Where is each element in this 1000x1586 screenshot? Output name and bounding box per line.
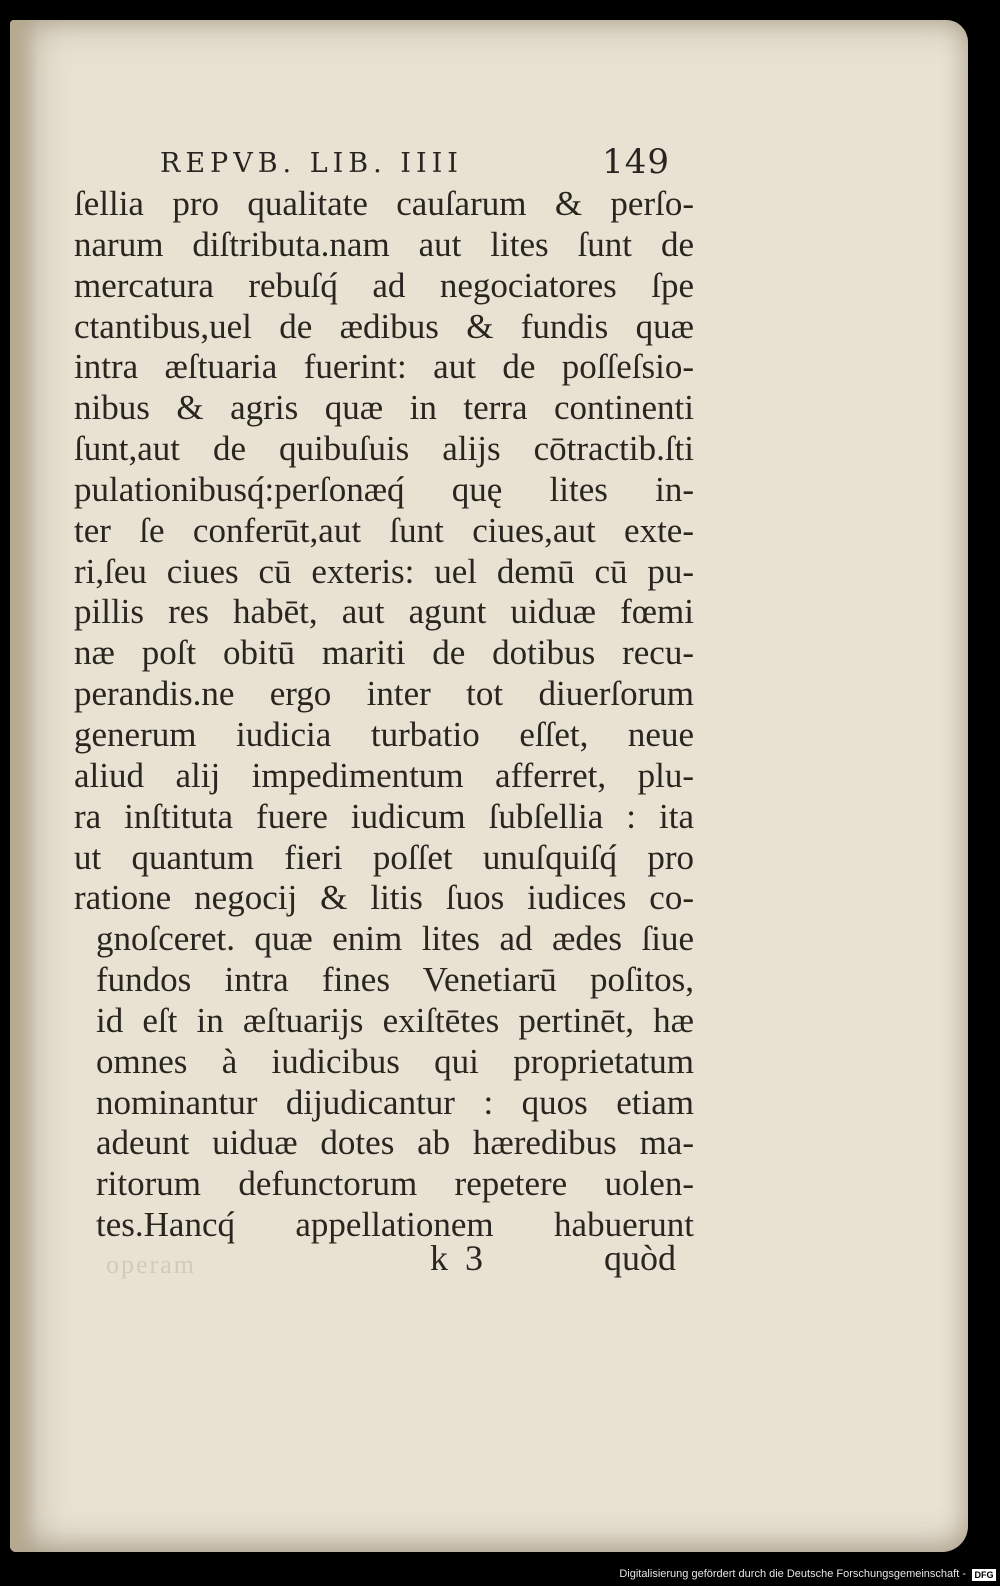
- running-head: [150, 142, 670, 182]
- bleed-through-text: operam: [106, 1250, 196, 1279]
- text-line: ut quantum fieri poſſet unuſquiſq́ pro: [74, 837, 694, 877]
- page-footer: [10, 1237, 710, 1287]
- text-line: nominantur dijudicantur : quos etiam: [96, 1082, 694, 1122]
- book-page: [10, 20, 968, 1552]
- signature-mark: k 3: [430, 1238, 487, 1278]
- text-line: ra inſtituta fuere iudicum ſubſellia : ita: [74, 796, 694, 836]
- text-line: nibus & agris quæ in terra continenti: [74, 388, 694, 428]
- text-line: pillis res habēt, aut agunt uiduæ fœmi: [74, 592, 694, 632]
- text-line: intra æſtuaria fuerint: aut de poſſeſsio-: [74, 347, 694, 387]
- text-line: tes.Hancq́ appellationem habuerunt: [96, 1205, 694, 1245]
- text-line: adeunt uiduæ dotes ab hæredibus ma-: [96, 1123, 694, 1163]
- text-line: ter ſe conferūt,aut ſunt ciues,aut exte-: [74, 510, 694, 550]
- digitization-credit: Digitalisierung gefördert durch die Deutsche Forschungsgemeinschaft -: [619, 1568, 966, 1580]
- text-line: fundos intra fines Venetiarū poſitos,: [96, 960, 694, 1000]
- text-line: id eſt in æſtuarijs exiſtētes pertinēt, hæ: [96, 1000, 694, 1040]
- body-text: [74, 184, 694, 1246]
- text-line: ſellia pro qualitate cauſarum & perſo-: [74, 184, 694, 223]
- page-gutter-shadow: [10, 20, 38, 1552]
- dfg-logo: DFG: [972, 1569, 996, 1581]
- text-line: mercatura rebuſq́ ad negociatores ſpe: [74, 265, 694, 305]
- running-head-title: REPVB. LIB. IIII: [160, 148, 463, 179]
- text-line: pulationibusq́:perſonæq́ quę lites in-: [74, 469, 694, 509]
- text-line: omnes à iudicibus qui proprietatum: [96, 1041, 694, 1081]
- text-line: ratione negocij & litis ſuos iudices co-: [74, 878, 694, 918]
- text-line: gnoſceret. quæ enim lites ad ædes ſiue: [96, 919, 694, 959]
- catchword: quòd: [604, 1238, 676, 1278]
- text-line: ſunt,aut de quibuſuis alijs cōtractib.ſti: [74, 429, 694, 469]
- text-line: næ poſt obitū mariti de dotibus recu-: [74, 633, 694, 673]
- text-line: perandis.ne ergo inter tot diuerſorum: [74, 674, 694, 714]
- text-line: generum iudicia turbatio eſſet, neue: [74, 714, 694, 754]
- text-line: aliud alij impedimentum afferret, plu-: [74, 755, 694, 795]
- text-line: ctantibus,uel de ædibus & fundis quæ: [74, 306, 694, 346]
- text-line: narum diſtributa.nam aut lites ſunt de: [74, 224, 694, 264]
- text-line: ri,ſeu ciues cū exteris: uel demū cū pu-: [74, 551, 694, 591]
- text-line: ritorum defunctorum repetere uolen-: [96, 1164, 694, 1204]
- page-number: 149: [602, 142, 670, 182]
